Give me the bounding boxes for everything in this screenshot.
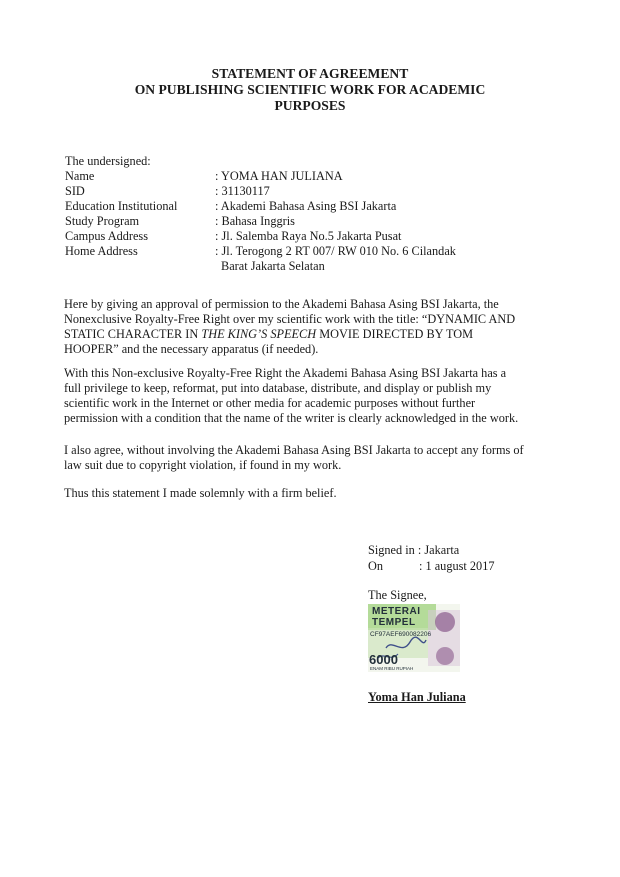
signing-details <box>368 543 558 575</box>
revenue-stamp <box>368 604 460 672</box>
field-label: Campus Address <box>65 229 149 243</box>
paragraph-line: Thus this statement I made solemnly with a firm belief. <box>64 486 337 500</box>
field-label: Home Address <box>65 244 138 258</box>
signed-in-label: Signed in <box>368 543 415 557</box>
paragraph-line: law suit due to copyright violation, if found in my work. <box>64 458 342 472</box>
field-value: : Jl. Salemba Raya No.5 Jakarta Pusat <box>215 229 402 243</box>
paragraph-line: Here by giving an approval of permission to the Akademi Bahasa Asing BSI Jakarta, the <box>64 297 499 311</box>
paragraph-line: scientific work in the Internet or other media for academic purposes without further <box>64 396 476 410</box>
field-value: : Akademi Bahasa Asing BSI Jakarta <box>215 199 397 213</box>
field-row-study-program <box>65 214 545 229</box>
signed-on-row <box>368 559 558 575</box>
signed-in-row <box>368 543 558 559</box>
field-value: : 31130117 <box>215 184 270 198</box>
field-row-name <box>65 169 545 184</box>
field-value: : YOMA HAN JULIANA <box>215 169 343 183</box>
title-text: STATIC CHARACTER IN <box>64 327 202 341</box>
approval-paragraph <box>64 297 544 357</box>
stamp-title-line-2: TEMPEL <box>372 617 416 628</box>
stamp-title-line-1: METERAI <box>372 606 421 617</box>
title-text: MOVIE DIRECTED BY TOM <box>316 327 474 341</box>
on-label: On <box>368 559 384 573</box>
paragraph-line-with-title <box>64 327 544 342</box>
field-label: Education Institutional <box>65 199 178 213</box>
field-label: SID <box>65 184 85 198</box>
field-row-campus-address <box>65 229 545 244</box>
home-address-line-2: Barat Jakarta Selatan <box>221 259 325 273</box>
rights-paragraph <box>64 366 544 426</box>
home-address-line-1: : Jl. Terogong 2 RT 007/ RW 010 No. 6 Cilandak <box>215 244 456 258</box>
paragraph-line: permission with a condition that the name of the writer is clearly acknowledged in the work. <box>64 411 519 425</box>
stamp-value-words: ENAM RIBU RUPIAH <box>370 666 414 671</box>
paragraph-line: I also agree, without involving the Akademi Bahasa Asing BSI Jakarta to accept any forms of <box>64 443 524 457</box>
title-line-2: ON PUBLISHING SCIENTIFIC WORK FOR ACADEMIC <box>134 82 486 97</box>
stamp-value: 6000 <box>369 652 398 667</box>
title-line-3: PURPOSES <box>274 98 346 113</box>
closing-statement <box>64 486 544 501</box>
field-row-home-address <box>65 244 545 274</box>
undersigned-intro: The undersigned: <box>65 154 151 168</box>
signee-label: The Signee, <box>368 588 427 602</box>
stamp-serial-code: CF97AEF690082206 <box>370 631 432 638</box>
title-line-1: STATEMENT OF AGREEMENT <box>211 66 409 81</box>
field-value <box>215 244 483 274</box>
movie-title: THE KING’S SPEECH <box>201 327 317 341</box>
signed-in-value: : Jakarta <box>417 543 460 557</box>
signee-name: Yoma Han Juliana <box>368 690 466 704</box>
stamp-title <box>372 606 421 628</box>
identity-section <box>65 154 545 274</box>
paragraph-line: With this Non-exclusive Royalty-Free Right the Akademi Bahasa Asing BSI Jakarta has a <box>64 366 507 380</box>
field-row-education <box>65 199 545 214</box>
field-value: : Bahasa Inggris <box>215 214 295 228</box>
paragraph-line: full privilege to keep, reformat, put into database, distribute, and display or publish my <box>64 381 492 395</box>
paragraph-line: HOOPER” and the necessary apparatus (if needed). <box>64 342 319 356</box>
field-row-sid <box>65 184 545 199</box>
liability-paragraph <box>64 443 544 473</box>
paragraph-line: Nonexclusive Royalty-Free Right over my scientific work with the title: “DYNAMIC AND <box>64 312 516 326</box>
field-label: Study Program <box>65 214 140 228</box>
document-title <box>60 66 560 114</box>
on-value: : 1 august 2017 <box>419 559 495 573</box>
field-label: Name <box>65 169 95 183</box>
